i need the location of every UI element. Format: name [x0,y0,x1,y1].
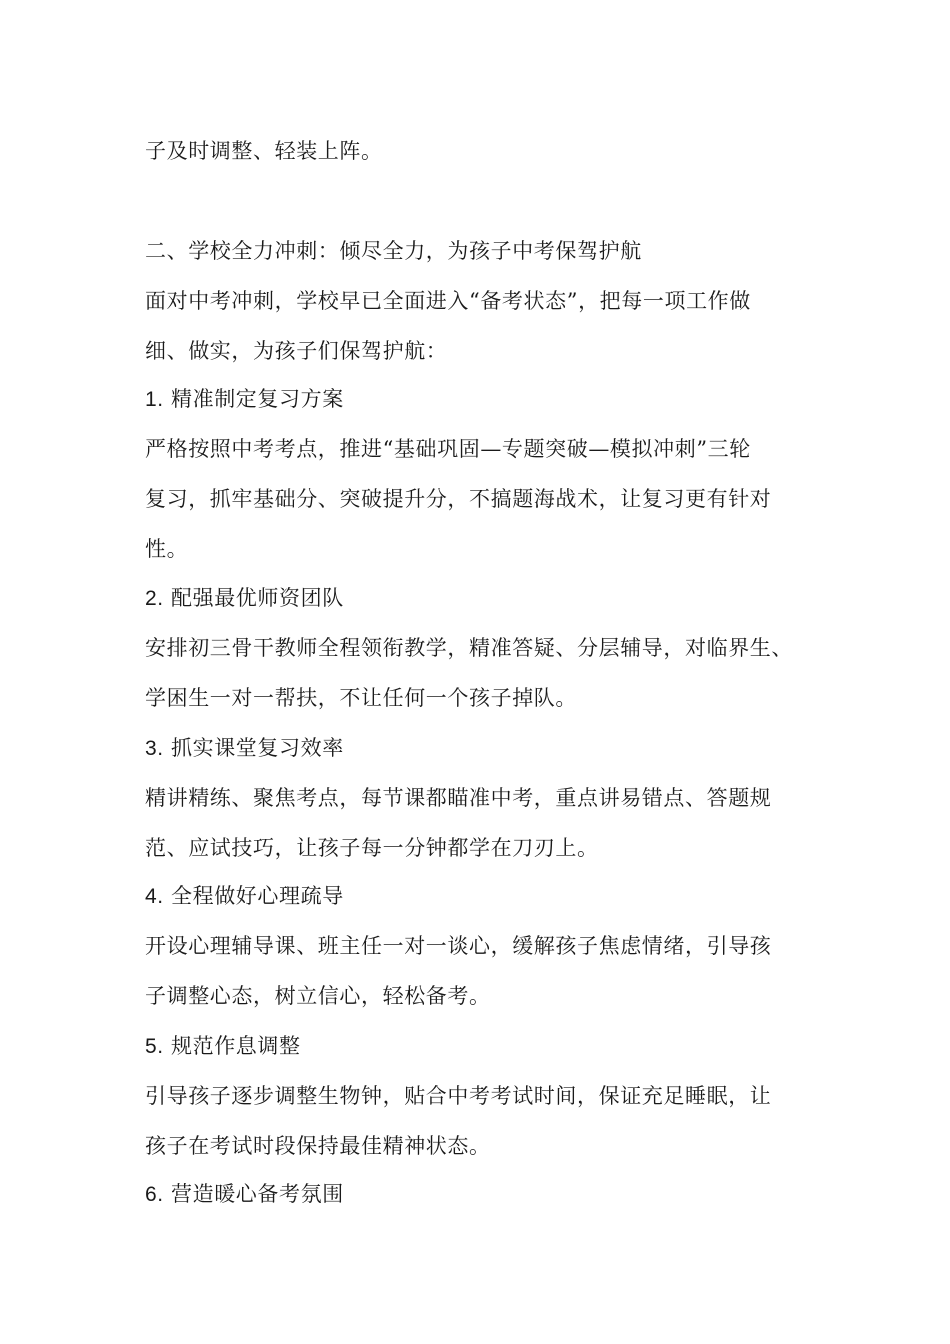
item-heading-6 [145,1179,845,1210]
item-number: 6. [145,1183,164,1206]
item-heading-4 [145,881,845,912]
item-2-body-line-1: 安排初三骨干教师全程领衔教学，精准答疑、分层辅导，对临界生、 [145,636,793,660]
item-5-body-line-2: 孩子在考试时段保持最佳精神状态。 [145,1134,491,1158]
item-title: 全程做好心理疏导 [171,884,344,908]
item-4-body-line-1: 开设心理辅导课、班主任一对一谈心，缓解孩子焦虑情绪，引导孩 [145,934,772,958]
item-heading-1 [145,384,845,415]
item-number: 2. [145,587,164,610]
item-heading-5 [145,1031,845,1062]
item-1-body-line-3: 性。 [145,537,189,561]
item-4-body-line-2: 子调整心态，树立信心，轻松备考。 [145,984,491,1008]
item-5-body-line-1: 引导孩子逐步调整生物钟，贴合中考考试时间，保证充足睡眠，让 [145,1084,772,1108]
item-1-body-line-1: 严格按照中考考点，推进“基础巩固—专题突破—模拟冲刺”三轮 [145,437,751,461]
item-number: 3. [145,737,164,760]
item-title: 规范作息调整 [171,1034,301,1058]
item-title: 配强最优师资团队 [171,586,344,610]
item-title: 抓实课堂复习效率 [171,736,344,760]
intro-line-2: 细、做实，为孩子们保驾护航： [145,339,448,363]
item-number: 4. [145,885,164,908]
item-title: 营造暖心备考氛围 [171,1182,344,1206]
intro-line-1: 面对中考冲刺，学校早已全面进入“备考状态”，把每一项工作做 [145,289,751,313]
item-heading-2 [145,583,845,614]
item-2-body-line-2: 学困生一对一帮扶，不让任何一个孩子掉队。 [145,686,577,710]
section-heading: 二、学校全力冲刺：倾尽全力，为孩子中考保驾护航 [145,239,642,263]
item-3-body-line-2: 范、应试技巧，让孩子每一分钟都学在刀刃上。 [145,836,599,860]
item-3-body-line-1: 精讲精练、聚焦考点，每节课都瞄准中考，重点讲易错点、答题规 [145,786,772,810]
item-number: 5. [145,1035,164,1058]
item-number: 1. [145,388,164,411]
item-title: 精准制定复习方案 [171,387,344,411]
item-heading-3 [145,733,845,764]
item-1-body-line-2: 复习，抓牢基础分、突破提升分，不搞题海战术，让复习更有针对 [145,487,772,511]
continuation-line: 子及时调整、轻装上阵。 [145,139,383,163]
